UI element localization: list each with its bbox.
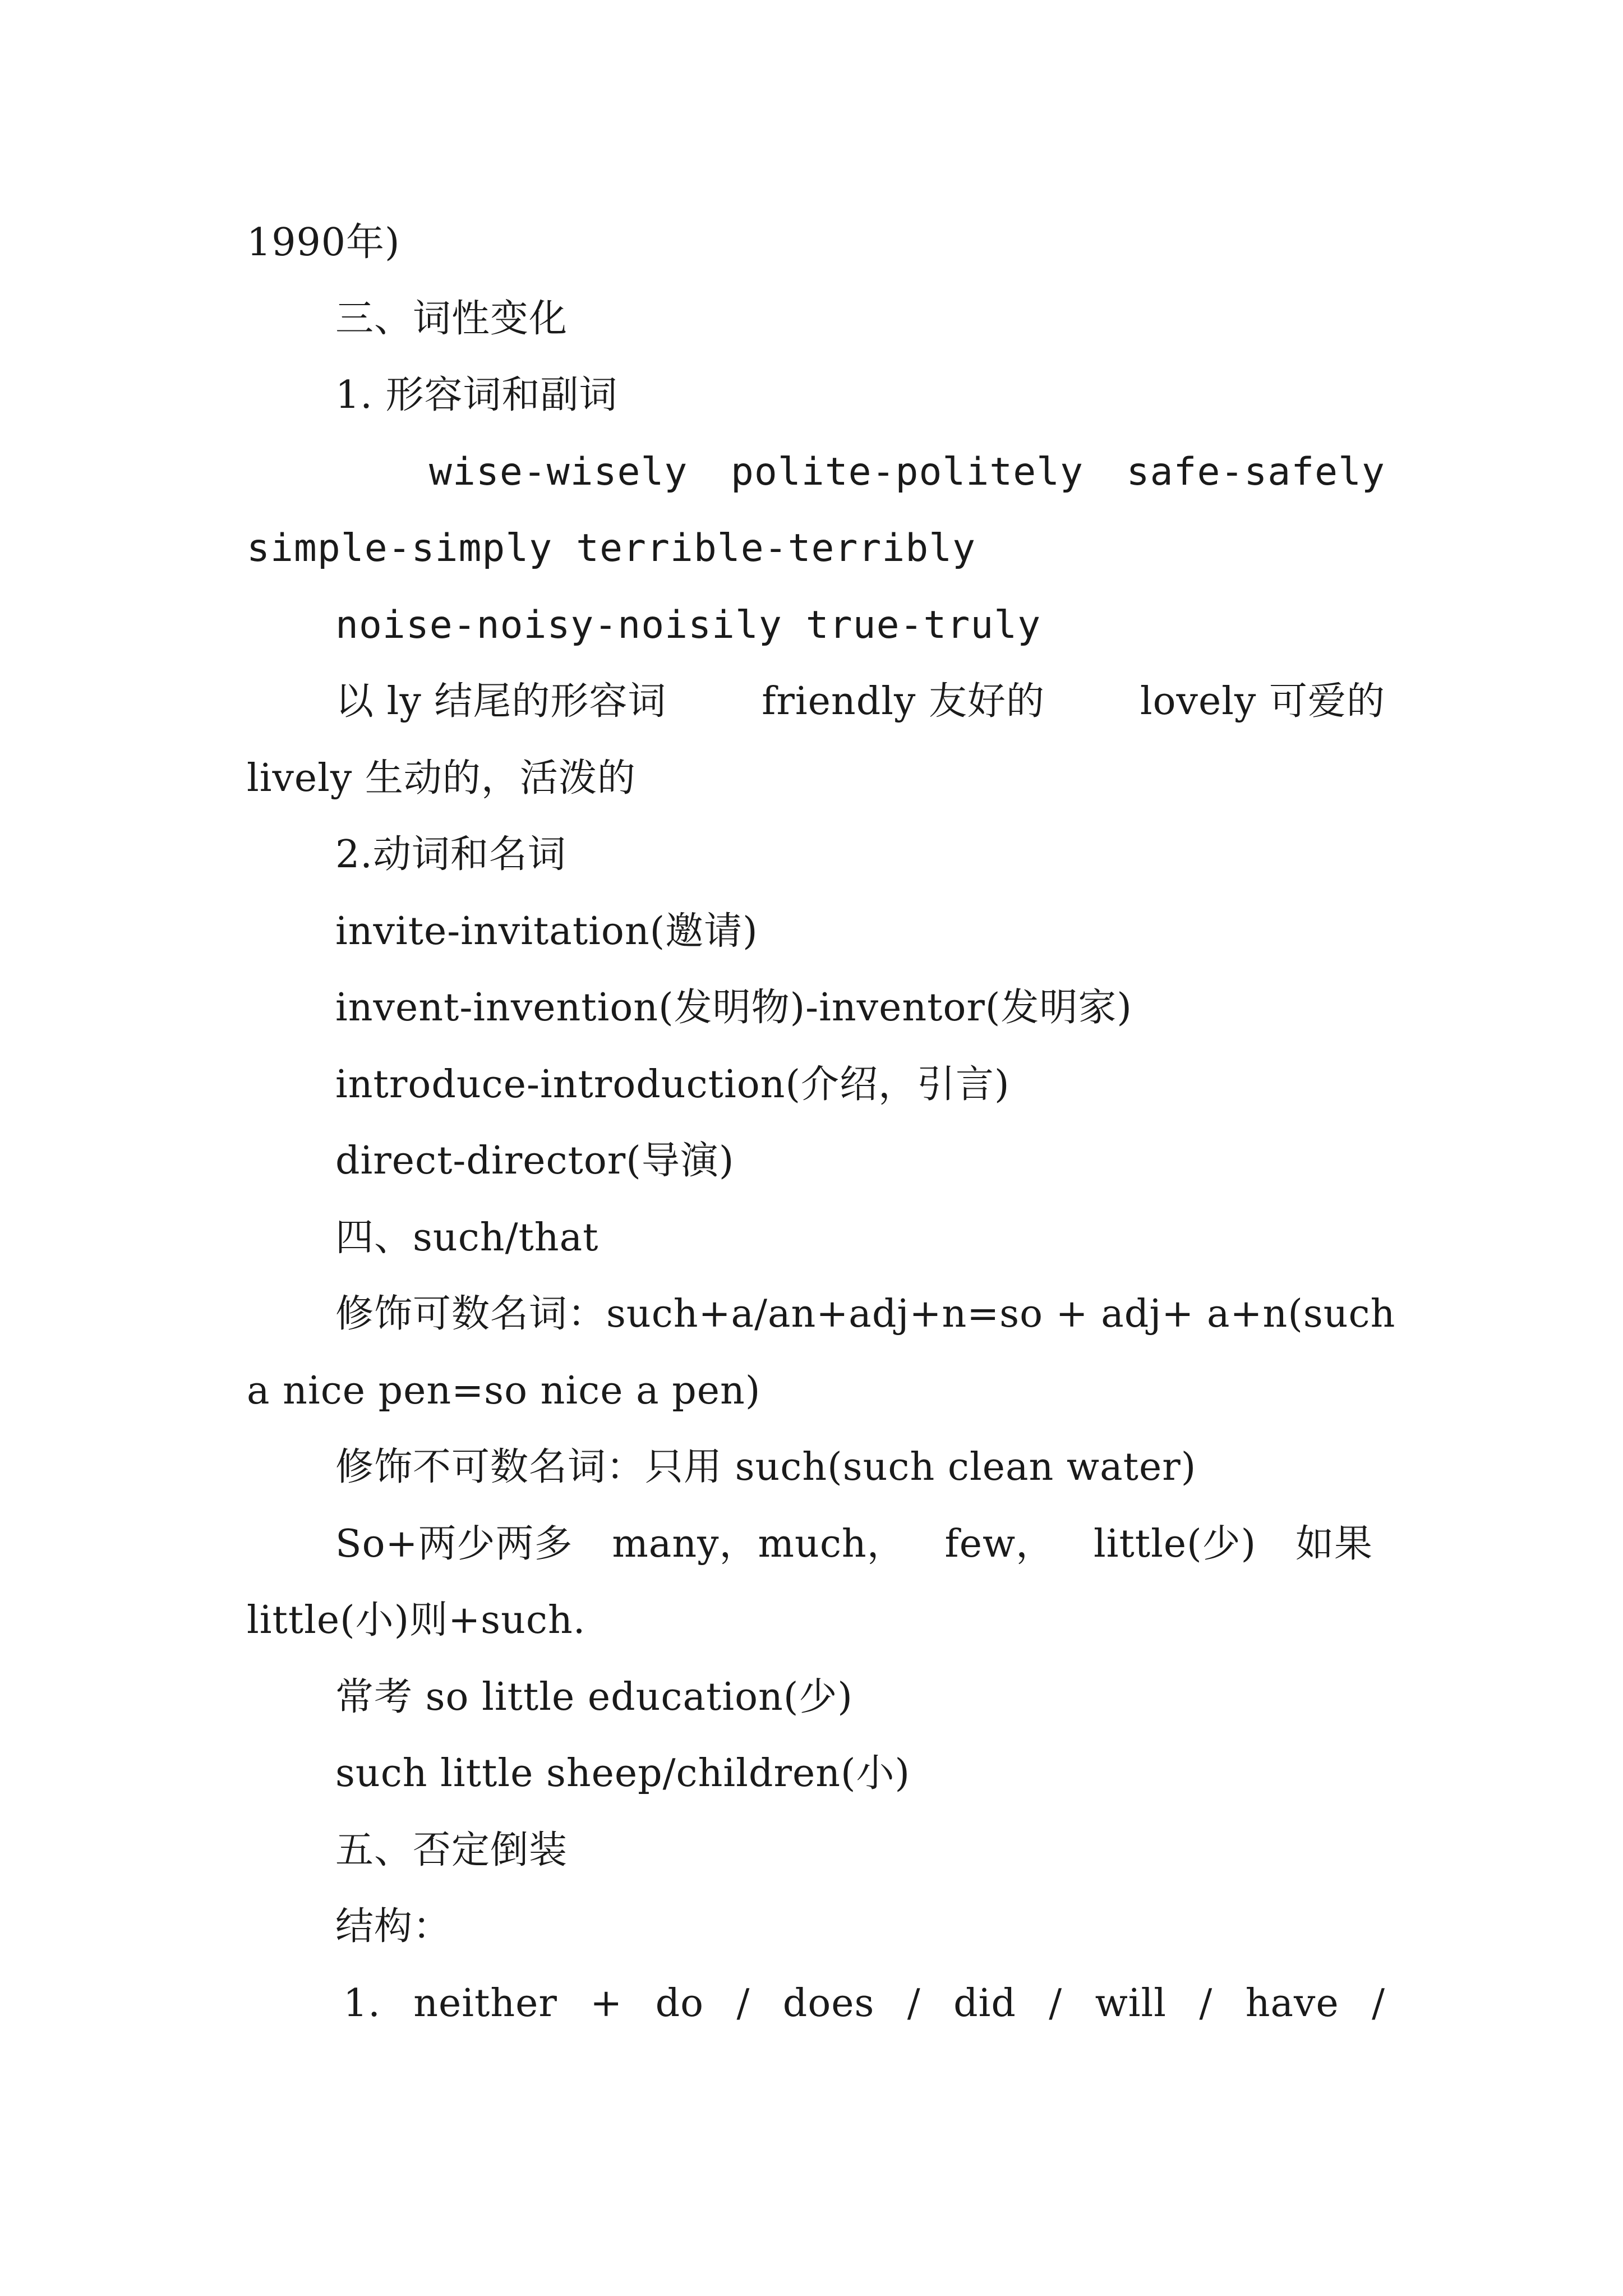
section-heading: 三、词性变化 bbox=[335, 297, 568, 341]
text-segment: / bbox=[907, 1981, 921, 2026]
text-line bbox=[335, 1516, 1373, 1572]
text-line: such little sheep/children(小) bbox=[335, 1751, 911, 1796]
text-segment: have bbox=[1245, 1981, 1339, 2026]
text-line: direct-director(导演) bbox=[335, 1139, 735, 1183]
text-segment: / bbox=[1049, 1981, 1063, 2026]
text-line: simple-simply terrible-terribly bbox=[247, 526, 976, 570]
word-pair: wise-wisely bbox=[429, 450, 688, 494]
text-line: 常考 so little education(少) bbox=[335, 1675, 853, 1719]
text-line: invite-invitation(邀请) bbox=[335, 909, 758, 954]
text-segment: / bbox=[1372, 1981, 1385, 2026]
text-line bbox=[335, 674, 1385, 730]
text-line: a nice pen=so nice a pen) bbox=[247, 1369, 761, 1413]
text-line: 修饰可数名词：such+a/an+adj+n=so + adj+ a+n(such bbox=[335, 1292, 1396, 1336]
word-pair: polite-politely bbox=[730, 450, 1084, 494]
section-heading: 四、such/that bbox=[335, 1216, 599, 1260]
text-line: 结构： bbox=[335, 1904, 452, 1949]
text-line: 修饰不可数名词：只用 such(such clean water) bbox=[335, 1445, 1197, 1489]
text-line bbox=[343, 1976, 1385, 2032]
text-line bbox=[429, 444, 1385, 500]
text-segment: few， bbox=[944, 1522, 1055, 1566]
text-segment: / bbox=[1199, 1981, 1213, 2026]
text-segment: lovely 可爱的 bbox=[1140, 679, 1385, 724]
subsection-heading: 2.动词和名词 bbox=[335, 832, 566, 877]
text-line: 1990年) bbox=[247, 220, 400, 265]
text-line: invent-invention(发明物)-inventor(发明家) bbox=[335, 986, 1132, 1030]
word-pair: safe-safely bbox=[1126, 450, 1385, 494]
text-segment: 1. bbox=[343, 1981, 381, 2026]
text-segment: So+两少两多 bbox=[335, 1522, 573, 1566]
text-segment: many，much， bbox=[612, 1522, 906, 1566]
text-segment: will bbox=[1095, 1981, 1167, 2026]
text-line: lively 生动的，活泼的 bbox=[247, 756, 636, 800]
text-segment: + bbox=[590, 1981, 623, 2026]
text-segment: 以 ly 结尾的形容词 bbox=[335, 679, 667, 724]
text-segment: does bbox=[782, 1981, 875, 2026]
text-line: little(小)则+such. bbox=[247, 1598, 586, 1642]
text-segment: neither bbox=[413, 1981, 557, 2026]
subsection-heading: 1. 形容词和副词 bbox=[335, 373, 618, 417]
text-segment: 如果 bbox=[1295, 1522, 1373, 1566]
text-segment: friendly 友好的 bbox=[762, 679, 1045, 724]
text-line: noise-noisy-noisily true-truly bbox=[335, 603, 1041, 647]
text-segment: / bbox=[736, 1981, 750, 2026]
text-segment: do bbox=[655, 1981, 704, 2026]
text-line: introduce-introduction(介绍，引言) bbox=[335, 1062, 1010, 1107]
section-heading: 五、否定倒装 bbox=[335, 1828, 568, 1872]
text-segment: little(少) bbox=[1093, 1522, 1257, 1566]
text-segment: did bbox=[953, 1981, 1016, 2026]
